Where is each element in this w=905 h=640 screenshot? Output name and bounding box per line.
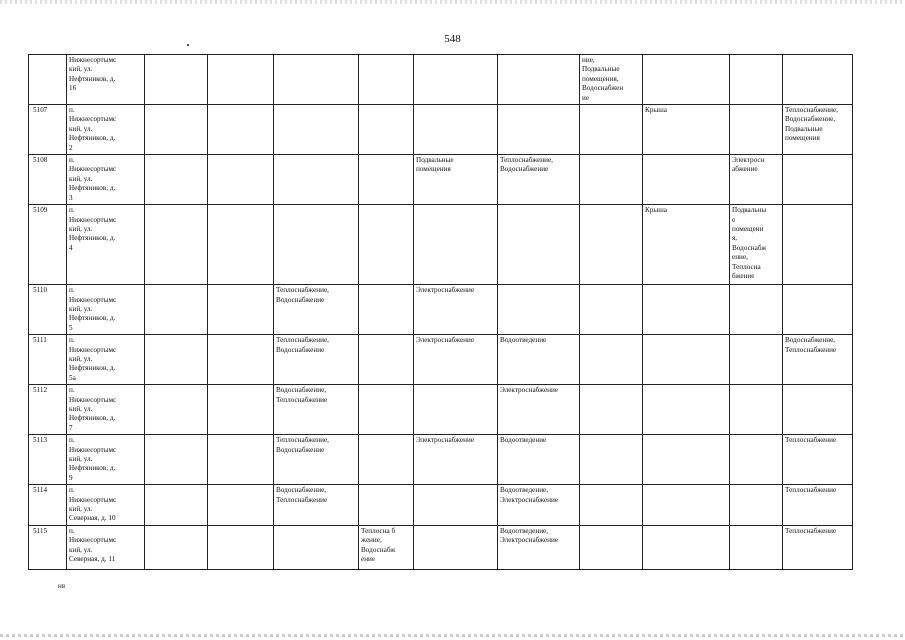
cell-c5 xyxy=(274,205,359,285)
table-row xyxy=(29,105,853,155)
cell-c8: Электроснабжение xyxy=(498,385,580,435)
cell-c9 xyxy=(580,485,643,526)
cell-c10 xyxy=(643,285,730,335)
registry-table xyxy=(28,54,853,570)
cell-address: п. Нижнесортымс кий, ул. Северная, д. 11 xyxy=(67,525,145,569)
cell-c5 xyxy=(274,55,359,105)
cell-c4 xyxy=(208,525,274,569)
cell-c6 xyxy=(359,485,414,526)
cell-address: п. Нижнесортымс кий, ул. Нефтяников, д. 4 xyxy=(67,205,145,285)
cell-c9 xyxy=(580,525,643,569)
cell-c5: Теплоснабжение, Водоснабжение xyxy=(274,435,359,485)
cell-c7 xyxy=(414,205,498,285)
cell-c4 xyxy=(208,435,274,485)
cell-c9 xyxy=(580,335,643,385)
cell-c4 xyxy=(208,285,274,335)
cell-c10 xyxy=(643,55,730,105)
cell-c10 xyxy=(643,385,730,435)
cell-c4 xyxy=(208,335,274,385)
cell-c3 xyxy=(145,525,208,569)
cell-c7: Электроснабжение xyxy=(414,335,498,385)
cell-c11 xyxy=(730,435,783,485)
cell-c3 xyxy=(145,485,208,526)
table-row xyxy=(29,385,853,435)
cell-c6 xyxy=(359,285,414,335)
cell-c9 xyxy=(580,205,643,285)
cell-c3 xyxy=(145,105,208,155)
cell-c8: Водоотведение xyxy=(498,335,580,385)
cell-address: п. Нижнесортымс кий, ул. Нефтяников, д. 3 xyxy=(67,155,145,205)
cell-c4 xyxy=(208,105,274,155)
cell-c5: Теплоснабжение, Водоснабжение xyxy=(274,285,359,335)
cell-c12 xyxy=(783,155,853,205)
cell-c8 xyxy=(498,55,580,105)
cell-c9: ние, Подвальные помещения, Водоснабжен ие xyxy=(580,55,643,105)
cell-c8 xyxy=(498,205,580,285)
cell-address: п. Нижнесортымс кий, ул. Нефтяников, д. 7 xyxy=(67,385,145,435)
cell-c6 xyxy=(359,205,414,285)
cell-c12 xyxy=(783,285,853,335)
cell-c3 xyxy=(145,435,208,485)
cell-address: Нижнесортымс кий, ул. Нефтяников, д. 16 xyxy=(67,55,145,105)
table-row xyxy=(29,155,853,205)
cell-c3 xyxy=(145,205,208,285)
scan-edge-top xyxy=(0,0,905,4)
cell-c5 xyxy=(274,105,359,155)
cell-c4 xyxy=(208,385,274,435)
cell-c9 xyxy=(580,285,643,335)
table-row xyxy=(29,55,853,105)
cell-number: 5112 xyxy=(29,385,67,435)
cell-c5 xyxy=(274,155,359,205)
cell-c6 xyxy=(359,105,414,155)
cell-c7: Электроснабжение xyxy=(414,285,498,335)
cell-c10 xyxy=(643,525,730,569)
cell-c9 xyxy=(580,435,643,485)
cell-c3 xyxy=(145,155,208,205)
cell-c12 xyxy=(783,55,853,105)
cell-c10: Крыша xyxy=(643,105,730,155)
cell-address: п. Нижнесортымс кий, ул. Нефтяников, д. 5 xyxy=(67,285,145,335)
cell-c3 xyxy=(145,55,208,105)
registry-body xyxy=(29,55,853,570)
cell-c4 xyxy=(208,55,274,105)
cell-c7 xyxy=(414,485,498,526)
cell-c6 xyxy=(359,155,414,205)
cell-c9 xyxy=(580,155,643,205)
cell-c3 xyxy=(145,285,208,335)
table-row xyxy=(29,335,853,385)
cell-c11: Подвальны е помещени я, Водоснабж ение, Теплосна бжение xyxy=(730,205,783,285)
cell-c11 xyxy=(730,485,783,526)
cell-c6 xyxy=(359,435,414,485)
cell-c4 xyxy=(208,485,274,526)
cell-address: п. Нижнесортымс кий, ул. Северная, д. 10 xyxy=(67,485,145,526)
cell-c6 xyxy=(359,385,414,435)
cell-c10 xyxy=(643,485,730,526)
cell-c4 xyxy=(208,205,274,285)
cell-c10 xyxy=(643,155,730,205)
cell-c8 xyxy=(498,285,580,335)
cell-c7 xyxy=(414,385,498,435)
cell-number xyxy=(29,55,67,105)
cell-number: 5110 xyxy=(29,285,67,335)
cell-c8: Водоотведение xyxy=(498,435,580,485)
table-row xyxy=(29,485,853,526)
cell-c6 xyxy=(359,55,414,105)
cell-c9 xyxy=(580,105,643,155)
cell-c5 xyxy=(274,525,359,569)
cell-c11 xyxy=(730,385,783,435)
footer-mark: нв xyxy=(58,582,66,590)
cell-c7: Электроснабжение xyxy=(414,435,498,485)
cell-number: 5107 xyxy=(29,105,67,155)
cell-c3 xyxy=(145,335,208,385)
cell-c7 xyxy=(414,105,498,155)
cell-number: 5114 xyxy=(29,485,67,526)
cell-c11 xyxy=(730,55,783,105)
cell-c8: Водоотведение, Электроснабжение xyxy=(498,525,580,569)
page-number: 548 xyxy=(444,33,461,45)
cell-c3 xyxy=(145,385,208,435)
cell-c11 xyxy=(730,105,783,155)
cell-number: 5111 xyxy=(29,335,67,385)
cell-c12: Теплоснабжение xyxy=(783,485,853,526)
scan-edge-bottom xyxy=(0,634,905,637)
cell-number: 5115 xyxy=(29,525,67,569)
cell-address: п. Нижнесортымс кий, ул. Нефтяников, д. 9 xyxy=(67,435,145,485)
cell-c12: Теплоснабжение xyxy=(783,435,853,485)
cell-c8 xyxy=(498,105,580,155)
cell-c11: Электросн абжение xyxy=(730,155,783,205)
cell-c4 xyxy=(208,155,274,205)
cell-c10 xyxy=(643,335,730,385)
table-row xyxy=(29,435,853,485)
cell-c12: Теплоснабжение xyxy=(783,525,853,569)
cell-c12: Теплоснабжение, Водоснабжение, Подвальные помещения xyxy=(783,105,853,155)
cell-c10: Крыша xyxy=(643,205,730,285)
cell-c8: Водоотведение, Электроснабжение xyxy=(498,485,580,526)
table-row xyxy=(29,525,853,569)
cell-c5: Водоснабжение, Теплоснабжение xyxy=(274,385,359,435)
cell-c6 xyxy=(359,335,414,385)
cell-c5: Водоснабжение, Теплоснабжение xyxy=(274,485,359,526)
cell-number: 5113 xyxy=(29,435,67,485)
table-row xyxy=(29,205,853,285)
cell-c7 xyxy=(414,55,498,105)
cell-c11 xyxy=(730,285,783,335)
cell-c8: Теплоснабжение, Водоснабжение xyxy=(498,155,580,205)
cell-c7 xyxy=(414,525,498,569)
cell-c12: Водоснабжение, Теплоснабжение xyxy=(783,335,853,385)
cell-c9 xyxy=(580,385,643,435)
cell-number: 5108 xyxy=(29,155,67,205)
cell-number: 5109 xyxy=(29,205,67,285)
cell-c12 xyxy=(783,385,853,435)
cell-address: п. Нижнесортымс кий, ул. Нефтяников, д. 2 xyxy=(67,105,145,155)
table-row xyxy=(29,285,853,335)
cell-c6: Теплосна б жение, Водоснабж ение xyxy=(359,525,414,569)
cell-c12 xyxy=(783,205,853,285)
cell-c10 xyxy=(643,435,730,485)
cell-c11 xyxy=(730,525,783,569)
cell-c5: Теплоснабжение, Водоснабжение xyxy=(274,335,359,385)
cell-address: п. Нижнесортымс кий, ул. Нефтяников, д. 5а xyxy=(67,335,145,385)
cell-c7: Подвальные помещения xyxy=(414,155,498,205)
cell-c11 xyxy=(730,335,783,385)
